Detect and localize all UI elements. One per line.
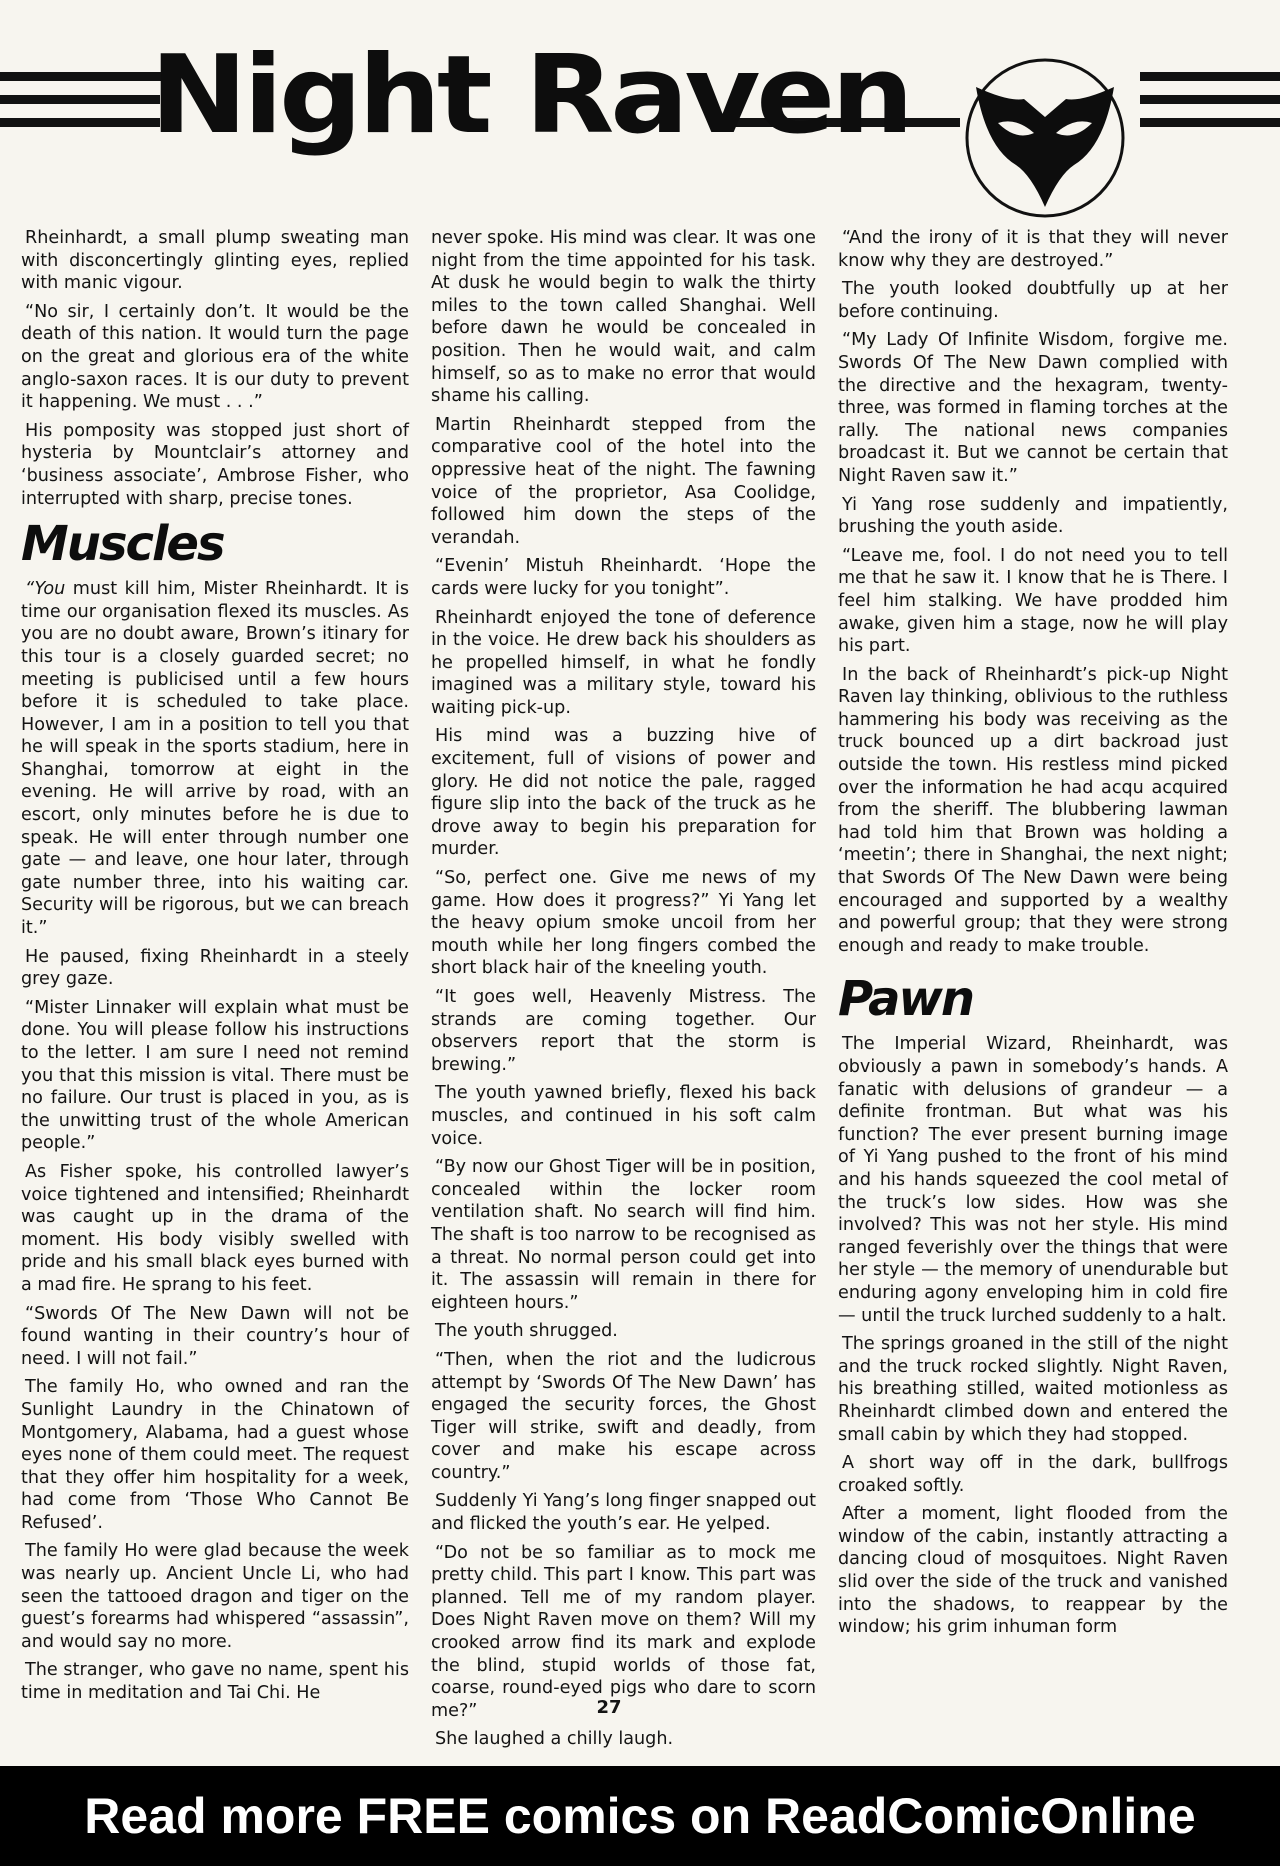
paragraph: “And the irony of it is that they will never know why they are destroyed.” [838, 228, 1228, 271]
paragraph: The youth shrugged. [435, 1321, 618, 1342]
paragraph: In the back of Rheinhardt’s pick-up Night Raven lay thinking, oblivious to the ruthless hammering his body was receiving as the truck bounced up a dirt backroad just outside the town. His restless mind picked over the information he had acqu acquired from the sheriff. The blubbering lawman had told him that Brown was holding a ‘meetin’; there in Shanghai, the next night; that Swords Of The New Dawn were being encouraged and supported by a wealthy and powerful group; that they were strong enough and ready to make trouble. [838, 664, 1228, 956]
paragraph: The stranger, who gave no name, spent his time in meditation and Tai Chi. He [21, 1660, 409, 1704]
emphasis: “You [25, 579, 66, 600]
text-column-1 [21, 227, 409, 1711]
paragraph: The youth yawned briefly, flexed his back muscles, and continued in his soft calm voice. [431, 1083, 816, 1149]
footer-banner-text[interactable]: Read more FREE comics on ReadComicOnline [84, 1788, 1196, 1844]
paragraph: The youth looked doubtfully up at her before continuing. [838, 279, 1228, 322]
footer-banner[interactable] [0, 1766, 1280, 1866]
paragraph: “Then, when the riot and the ludicrous attempt by ‘Swords Of The New Dawn’ has engaged the security forces, the Ghost Tiger will strike, swift and deadly, from cover and make his escape across country.” [431, 1349, 816, 1483]
paragraph: Yi Yang rose suddenly and impatiently, brushing the youth aside. [838, 494, 1228, 538]
paragraph: The springs groaned in the still of the night and the truck rocked slightly. Night Raven, his breathing stilled, waited motionless as Rheinhardt climbed down and entered the small cabin by which they had stopped. [838, 1334, 1228, 1445]
paragraph: “Leave me, fool. I do not need you to tell me that he saw it. I know that he is There. I feel him stalking. We have prodded him awake, given him a stage, now he will play his part. [838, 545, 1228, 657]
raven-mask-icon [964, 57, 1126, 219]
paragraph-text: must kill him, Mister Rheinhardt. It is time our organisation flexed its muscles. As you are no doubt aware, Brown’s itinary for this tour is a closely guarded secret; no meeting is publicised until a few hours before it is scheduled to take place. However, I am in a position to tell you that he will speak in the sports stadium, here in Shanghai, tomorrow at eight in the evening. He will arrive by road, with an escort, only minutes before he is due to speak. He will enter through number one gate — and leave, one hour later, through gate number three, into his waiting car. Security will be rigorous, but we can breach it.” [21, 579, 409, 939]
paragraph: “Evenin’ Mistuh Rheinhardt. ‘Hope the cards were lucky for you tonight”. [431, 556, 816, 599]
text-column-3 [838, 227, 1228, 1645]
paragraph: A short way off in the dark, bullfrogs croaked softly. [838, 1453, 1228, 1496]
paragraph: “So, perfect one. Give me news of my game. How does it progress?” Yi Yang let the heavy opium smoke uncoil from her mouth while her long fingers combed the short black hair of the kneeling youth. [431, 868, 816, 979]
paragraph: The family Ho were glad because the week was nearly up. Ancient Uncle Li, who had seen the tattooed dragon and tiger on the guest’s forearms had whispered “assassin”, and would say no more. [21, 1541, 409, 1652]
page-title: Night Raven [150, 33, 910, 158]
paragraph: His mind was a buzzing hive of excitement, full of visions of power and glory. He did not notice the pale, ragged figure slip into the back of the truck as he drove away to begin his preparation for murder. [431, 726, 816, 860]
paragraph: “Mister Linnaker will explain what must be done. You will please follow his instructions to the letter. I am sure I need not remind you that this mission is vital. There must be no failure. Our trust is placed in you, as is the unwitting trust of the whole American people.” [21, 997, 409, 1154]
paragraph: After a moment, light flooded from the window of the cabin, instantly attracting a dancing cloud of mosquitoes. Night Raven slid over the side of the truck and vanished into the shadows, to reappear by the window; his grim inhuman form [838, 1504, 1228, 1638]
paragraph: Martin Rheinhardt stepped from the comparative cool of the hotel into the oppressive heat of the night. The fawning voice of the proprietor, Asa Coolidge, followed him down the steps of the verandah. [431, 414, 816, 548]
paragraph: As Fisher spoke, his controlled lawyer’s voice tightened and intensified; Rheinhardt was caught up in the drama of the moment. His body visibly swelled with pride and his small black eyes burned with a mad fire. He sprang to his feet. [21, 1161, 409, 1295]
paragraph [21, 578, 409, 940]
text-column-2 [431, 227, 816, 1757]
paragraph: “Do not be so familiar as to mock me pretty child. This part I know. This part was planned. Tell me of my random player. Does Night Raven move on them? Will my crooked arrow find its mark and explode the blind, stupid worlds of those fat, coarse, round-eyed pigs who dare to scorn me?” [431, 1542, 816, 1721]
paragraph: The Imperial Wizard, Rheinhardt, was obviously a pawn in somebody’s hands. A fanatic with delusions of grandeur — a definite frontman. But what was his function? The ever present burning image of Yi Yang pushed to the front of his mind and his hands squeezed the cool metal of the truck’s low sides. How was she involved? This was not her style. His mind ranged feverishly over the things that were her style — the memory of unendurable but enduring agony enveloping him in cold fire — until the truck lurched suddenly to a halt. [838, 1034, 1228, 1326]
paragraph: Rheinhardt enjoyed the tone of deference in the voice. He drew back his shoulders as he propelled himself, in what he fondly imagined was a military style, toward his waiting pick-up. [431, 607, 816, 718]
paragraph: never spoke. His mind was clear. It was one night from the time appointed for his task. At dusk he would begin to walk the thirty miles to the town called Shanghai. Well before dawn he would be concealed in position. Then he would wait, and calm himself, so as to make no error that would shame his calling. [431, 228, 816, 407]
paragraph: “It goes well, Heavenly Mistress. The strands are coming together. Our observers report that the storm is brewing.” [431, 987, 816, 1075]
masthead [0, 0, 1280, 235]
paragraph: “Swords Of The New Dawn will not be found wanting in their country’s hour of need. I will not fail.” [21, 1303, 409, 1369]
paragraph: She laughed a chilly laugh. [435, 1729, 674, 1750]
paragraph: “By now our Ghost Tiger will be in position, concealed within the locker room ventilation shaft. No search will find him. The shaft is too narrow to be recognised as a threat. No normal person could get into it. The assassin will remain in there for eighteen hours.” [431, 1157, 816, 1313]
paragraph: The family Ho, who owned and ran the Sunlight Laundry in the Chinatown of Montgomery, Alabama, had a guest whose eyes none of them could meet. The request that they offer him hospitality for a week, had come from ‘Those Who Cannot Be Refused’. [21, 1377, 409, 1533]
section-heading-muscles: Muscles [21, 516, 224, 573]
section-heading-pawn: Pawn [838, 971, 974, 1028]
paragraph: He paused, fixing Rheinhardt in a steely grey gaze. [21, 946, 409, 990]
paragraph: “No sir, I certainly don’t. It would be the death of this nation. It would turn the page on the great and glorious era of the white anglo-saxon races. It is our duty to prevent it happening. We must . . .” [21, 301, 409, 413]
page-number: 27 [596, 1697, 622, 1718]
paragraph: Rheinhardt, a small plump sweating man with disconcertingly glinting eyes, replied with manic vigour. [21, 228, 409, 294]
paragraph: Suddenly Yi Yang’s long finger snapped out and flicked the youth’s ear. He yelped. [431, 1491, 816, 1535]
paragraph: “My Lady Of Infinite Wisdom, forgive me. Swords Of The New Dawn complied with the directive and the hexagram, twenty-three, was formed in flaming torches at the rally. The national news companies broadcast it. But we cannot be certain that Night Raven saw it.” [838, 330, 1228, 486]
paragraph: His pomposity was stopped just short of hysteria by Mountclair’s attorney and ‘business associate’, Ambrose Fisher, who interrupted with sharp, precise tones. [21, 420, 409, 509]
